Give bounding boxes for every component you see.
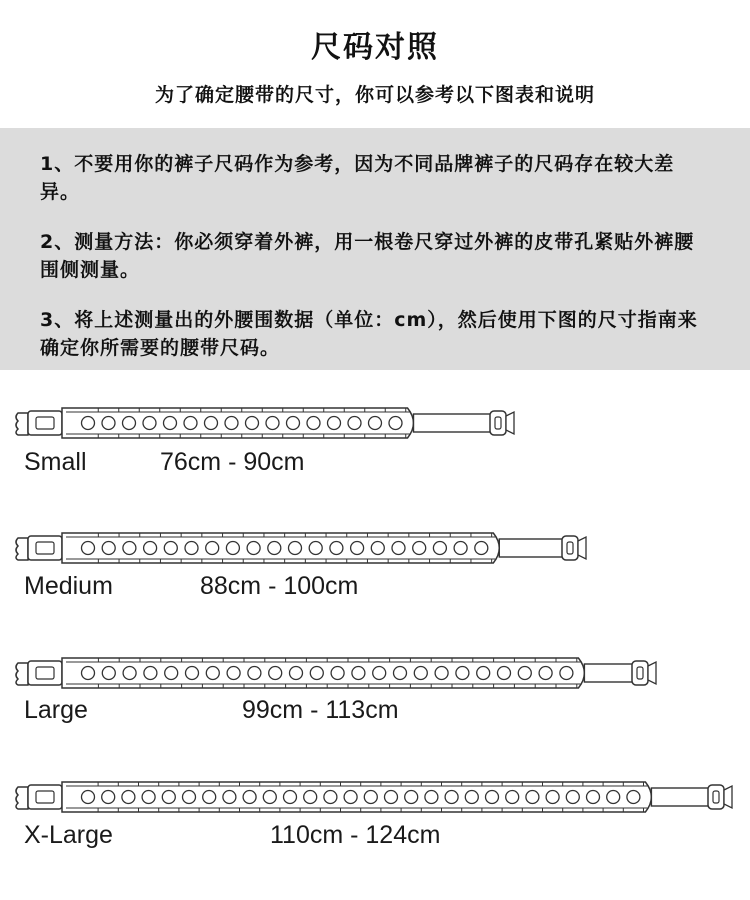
belt-hole — [348, 417, 361, 430]
belt-hole — [392, 542, 405, 555]
note-1: 1、不要用你的裤子尺码作为参考，因为不同品牌裤子的尺码存在较大差异。 — [40, 153, 675, 203]
note-3: 3、将上述测量出的外腰围数据（单位：cm），然后使用下图的尺寸指南来确定你所需要的腰带尺码。 — [40, 309, 698, 359]
page-subtitle: 为了确定腰带的尺寸，你可以参考以下图表和说明 — [154, 84, 595, 106]
clip-end — [16, 413, 28, 435]
belt-hole — [142, 791, 155, 804]
belt-hole — [290, 667, 303, 680]
end-clip — [632, 661, 648, 685]
belt-hole — [373, 667, 386, 680]
buckle-frame — [28, 785, 62, 809]
belt-hole — [203, 791, 216, 804]
belt-hole — [351, 542, 364, 555]
belt-hole — [414, 667, 427, 680]
belt-hole — [475, 542, 488, 555]
belt-hole — [435, 667, 448, 680]
size-name: Small — [24, 448, 87, 476]
belt-hole — [243, 791, 256, 804]
belt-hole — [143, 417, 156, 430]
belt-hole — [268, 542, 281, 555]
page-title: 尺码对照 — [311, 30, 439, 65]
belt-hole — [247, 542, 260, 555]
size-row-xlarge — [0, 821, 750, 855]
size-range: 99cm - 113cm — [242, 696, 399, 724]
size-row-large — [0, 696, 750, 730]
strap-tail — [651, 788, 710, 806]
belt-hole — [566, 791, 579, 804]
belt-hole — [465, 791, 478, 804]
size-range: 76cm - 90cm — [160, 448, 305, 476]
belt-hole — [123, 542, 136, 555]
belt-hole — [371, 542, 384, 555]
belt-hole — [627, 791, 640, 804]
belt-hole — [498, 667, 511, 680]
belt-hole — [246, 417, 259, 430]
clip-end — [16, 787, 28, 809]
end-clip — [490, 411, 506, 435]
belt-hole — [206, 542, 219, 555]
belt-hole — [289, 542, 302, 555]
belt-hole — [307, 417, 320, 430]
belt-hole — [183, 791, 196, 804]
belt-hole — [330, 542, 343, 555]
end-clip — [708, 785, 724, 809]
belt-hole — [144, 667, 157, 680]
belt-hole — [344, 791, 357, 804]
belt-hole — [102, 417, 115, 430]
belt-hole — [102, 542, 115, 555]
belt-x-large — [16, 782, 732, 812]
clip-end — [16, 663, 28, 685]
belt-hole — [266, 417, 279, 430]
belt-hole — [328, 417, 341, 430]
belt-medium — [16, 533, 586, 563]
belt-hole — [546, 791, 559, 804]
end-clip-tab — [724, 786, 732, 808]
belt-hole — [352, 667, 365, 680]
belt-hole — [162, 791, 175, 804]
belt-hole — [164, 417, 177, 430]
belt-hole — [102, 791, 115, 804]
size-range: 110cm - 124cm — [270, 821, 441, 849]
belt-hole — [269, 667, 282, 680]
belt-hole — [518, 667, 531, 680]
buckle-frame — [28, 411, 62, 435]
belt-hole — [123, 417, 136, 430]
belt-hole — [102, 667, 115, 680]
belt-hole — [184, 417, 197, 430]
belt-hole — [369, 417, 382, 430]
note-2: 2、测量方法：你必须穿着外裤，用一根卷尺穿过外裤的皮带孔紧贴外裤腰围侧测量。 — [40, 231, 695, 281]
size-row-small — [0, 448, 750, 482]
strap-tail — [414, 414, 493, 432]
belt-hole — [225, 417, 238, 430]
belt-hole — [526, 791, 539, 804]
end-clip-tab — [506, 412, 514, 434]
belt-hole — [454, 542, 467, 555]
belt-hole — [607, 791, 620, 804]
belt-hole — [385, 791, 398, 804]
belt-hole — [331, 667, 344, 680]
belt-hole — [394, 667, 407, 680]
belt-hole — [165, 667, 178, 680]
belt-hole — [226, 542, 239, 555]
belt-hole — [445, 791, 458, 804]
belt-hole — [506, 791, 519, 804]
buckle-frame — [28, 536, 62, 560]
belt-hole — [227, 667, 240, 680]
belt-hole — [263, 791, 276, 804]
buckle-frame — [28, 661, 62, 685]
notes-panel — [0, 128, 750, 370]
end-clip-tab — [578, 537, 586, 559]
size-name: X-Large — [24, 821, 113, 849]
belt-hole — [82, 542, 95, 555]
belt-hole — [364, 791, 377, 804]
belt-hole — [560, 667, 573, 680]
size-name: Large — [24, 696, 88, 724]
belt-hole — [587, 791, 600, 804]
belt-hole — [82, 417, 95, 430]
belt-small — [16, 408, 514, 438]
end-clip — [562, 536, 578, 560]
strap-tail — [584, 664, 634, 682]
belt-hole — [284, 791, 297, 804]
belt-hole — [477, 667, 490, 680]
belt-hole — [248, 667, 261, 680]
belt-hole — [206, 667, 219, 680]
belt-hole — [287, 417, 300, 430]
belt-hole — [122, 791, 135, 804]
belt-hole — [425, 791, 438, 804]
strap-tail — [499, 539, 564, 557]
belt-hole — [539, 667, 552, 680]
belt-hole — [82, 791, 95, 804]
size-range: 88cm - 100cm — [200, 572, 359, 600]
size-row-medium — [0, 572, 750, 606]
belt-hole — [324, 791, 337, 804]
belt-hole — [82, 667, 95, 680]
size-name: Medium — [24, 572, 113, 600]
belt-hole — [389, 417, 402, 430]
belt-hole — [144, 542, 157, 555]
belt-hole — [486, 791, 499, 804]
belt-hole — [456, 667, 469, 680]
end-clip-tab — [648, 662, 656, 684]
belt-hole — [433, 542, 446, 555]
belt-hole — [405, 791, 418, 804]
belt-hole — [164, 542, 177, 555]
belt-hole — [186, 667, 199, 680]
belt-hole — [309, 542, 322, 555]
belt-hole — [223, 791, 236, 804]
belt-hole — [205, 417, 218, 430]
clip-end — [16, 538, 28, 560]
belt-hole — [310, 667, 323, 680]
belt-hole — [304, 791, 317, 804]
belt-large — [16, 658, 656, 688]
belt-hole — [185, 542, 198, 555]
belt-hole — [413, 542, 426, 555]
belt-hole — [123, 667, 136, 680]
